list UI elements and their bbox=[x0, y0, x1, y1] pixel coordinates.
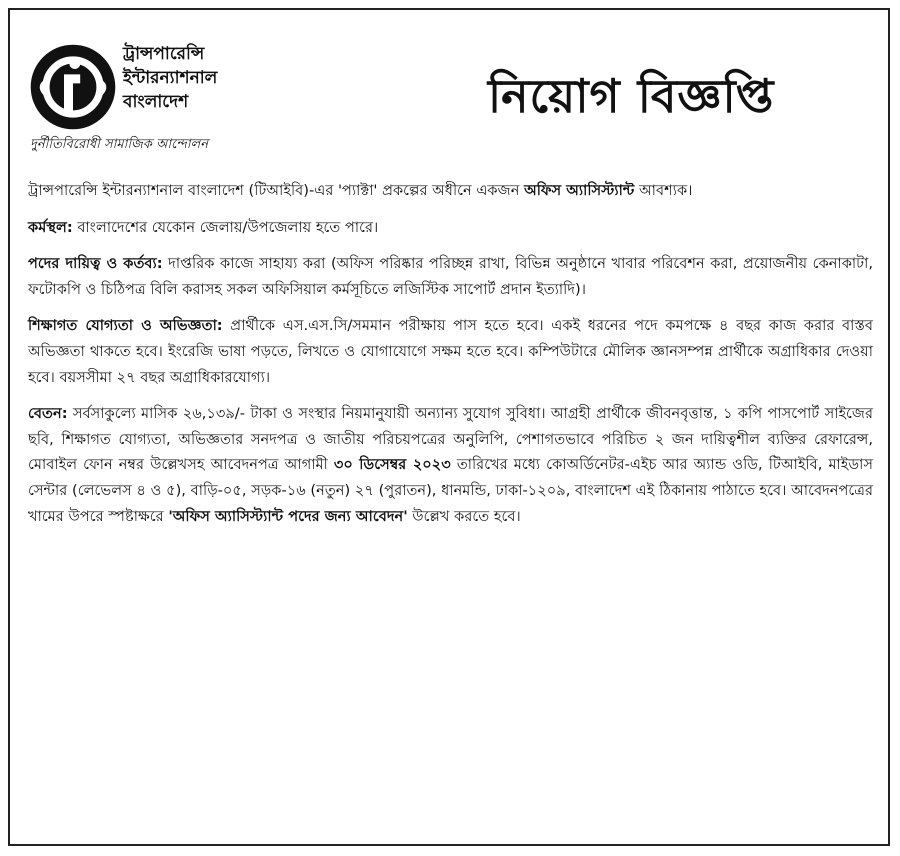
notice-body bbox=[28, 178, 873, 540]
organization-name bbox=[123, 42, 217, 114]
workplace-text: বাংলাদেশের যেকোন জেলায়/উপজেলায় হতে পারে। bbox=[72, 218, 379, 236]
intro-paragraph bbox=[28, 178, 873, 204]
qualification-label: শিক্ষাগত যোগ্যতা ও অভিজ্ঞতা: bbox=[28, 317, 223, 335]
salary-text-1: সর্বসাকুল্যে মাসিক ২৬,১৩৯/- টাকা ও সংস্থার নিয়মানুযায়ী অন্যান্য সুযোগ সুবিধা। আগ্রহী প্রার্থীকে জীবনবৃত্তান্ত, ১ কপি পাসপোর্ট সাইজের ছবি, শিক্ষাগত যোগ্যতা, অভিজ্ঞতার সনদপত্র ও জাতীয় পরিচয়পত্রের অনুলিপি, পেশাগতভাবে পরিচিত ২ জন দায়িত্বশীল ব্যক্তির রেফারেন্স, মোবাইল ফোন নম্বর উল্লেখসহ আবেদনপত্র আগামী bbox=[28, 405, 873, 474]
envelope-label: 'অফিস অ্যাসিস্ট্যান্ট পদের জন্য আবেদন' bbox=[168, 507, 408, 525]
salary-text-2: তারিখের মধ্যে কোঅর্ডিনেটর-এইচ আর অ্যান্ড ওডি, টিআইবি, মাইডাস সেন্টার (লেভেলস ৪ ও ৫), বাড়ি-০৫, সড়ক-১৬ (নতুন) ২৭ (পুরাতন), ধানমন্ডি, ঢাকা-১২০৯, বাংলাদেশ এই ঠিকানায় পাঠাতে হবে। আবেদনপত্রের খামের উপরে স্পষ্টাক্ষরে bbox=[28, 456, 873, 525]
org-name-line-3: বাংলাদেশ bbox=[123, 92, 189, 112]
org-name-line-1: ট্রান্সপারেন্সি bbox=[123, 44, 205, 64]
salary-text-3: উল্লেখ করতে হবে। bbox=[407, 507, 521, 525]
organization-tagline: দুর্নীতিবিরোধী সামাজিক আন্দোলন bbox=[30, 137, 208, 152]
salary-label: বেতন: bbox=[28, 405, 68, 423]
intro-suffix: আবশ্যক। bbox=[634, 182, 693, 199]
workplace-paragraph bbox=[28, 215, 873, 241]
tib-logo-icon bbox=[28, 42, 118, 132]
qualification-text: প্রার্থীকে এস.এস.সি/সমমান পরীক্ষায় পাস হতে হবে। একই ধরনের পদে কমপক্ষে ৪ বছর কাজ করার বাস্তব অভিজ্ঞতা থাকতে হবে। ইংরেজি ভাষা পড়তে, লিখতে ও যোগাযোগে সক্ষম হতে হবে। কম্পিউটারে মৌলিক জ্ঞানসম্পন্ন প্রার্থীকে অগ্রাধিকার দেওয়া হবে। বয়সসীমা ২৭ বছর অগ্রাধিকারযোগ্য। bbox=[28, 317, 874, 386]
salary-paragraph bbox=[28, 401, 873, 529]
workplace-label: কর্মস্থল: bbox=[28, 218, 73, 236]
duties-paragraph bbox=[28, 251, 873, 302]
position-name: অফিস অ্যাসিস্ট্যান্ট bbox=[524, 182, 635, 199]
application-deadline: ৩০ ডিসেম্বর ২০২৩ bbox=[333, 456, 451, 474]
intro-text: ট্রান্সপারেন্সি ইন্টারন্যাশনাল বাংলাদেশ (টিআইবি)-এর 'প্যাক্টা' প্রকল্পের অধীনে একজন bbox=[28, 182, 525, 199]
duties-text: দাপ্তরিক কাজে সাহায্য করা (অফিস পরিষ্কার পরিচ্ছন্ন রাখা, বিভিন্ন অনুষ্ঠানে খাবার পরিবেশন করা, প্রয়োজনীয় কেনাকাটা, ফটোকপি ও চিঠিপত্র বিলি করাসহ সকল অফিসিয়াল কর্মসূচিতে লজিস্টিক সাপোর্ট প্রদান ইত্যাদি)। bbox=[28, 255, 873, 298]
org-name-line-2: ইন্টারন্যাশনাল bbox=[123, 68, 218, 88]
notice-title: নিয়োগ বিজ্ঞপ্তি bbox=[488, 69, 775, 123]
duties-label: পদের দায়িত্ব ও কর্তব্য: bbox=[28, 255, 163, 273]
notice-header bbox=[18, 42, 878, 160]
qualification-paragraph bbox=[28, 313, 873, 390]
